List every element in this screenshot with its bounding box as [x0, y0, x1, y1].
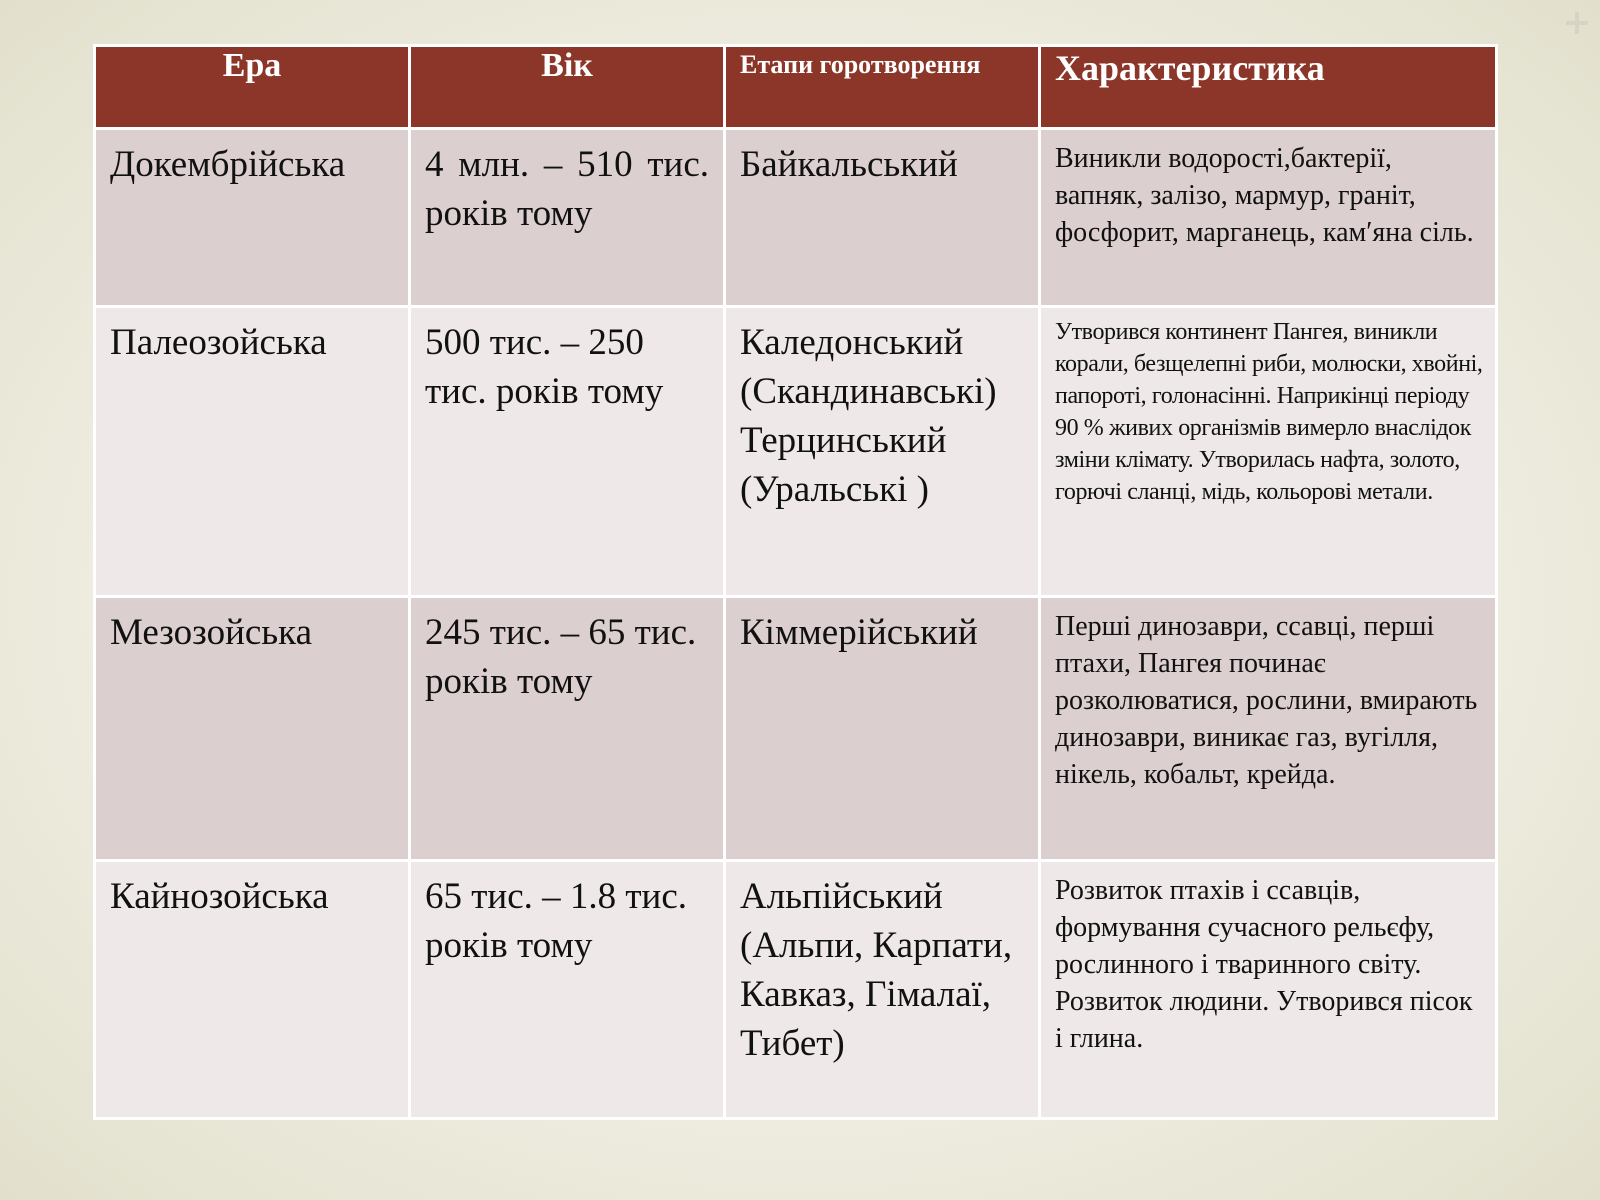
age-cell: 500 тис. – 250 тис. років тому [410, 307, 725, 597]
description-cell: Утворився континент Пангея, виникли корали, безщелепні риби, молюски, хвойні, папороті, голонасінні. Наприкінці періоду 90 % живих організмів вимерло внаслідок зміни клімату. Утворилась нафта, золото, горючі сланці, мідь, кольорові метали. [1040, 307, 1497, 597]
description-cell: Розвиток птахів і ссавців, формування сучасного рельєфу, рослинного і тваринного світу. Розвиток людини. Утворився пісок і глина. [1040, 861, 1497, 1119]
age-cell: 4 млн. – 510 тис. років тому [410, 129, 725, 307]
description-cell: Виникли водорості,бактерії, вапняк, залізо, мармур, граніт, фосфорит, марганець, кам′яна сіль. [1040, 129, 1497, 307]
header-era: Ера [95, 46, 410, 129]
table-row [95, 597, 1497, 861]
table-header-row [95, 46, 1497, 129]
age-cell: 65 тис. – 1.8 тис. років тому [410, 861, 725, 1119]
stage-cell: Альпійський (Альпи, Карпати, Кавказ, Гімалаї, Тибет) [725, 861, 1040, 1119]
stage-cell: Кіммерійський [725, 597, 1040, 861]
stage-cell: Байкальський [725, 129, 1040, 307]
era-cell: Докембрійська [95, 129, 410, 307]
header-age: Вік [410, 46, 725, 129]
slide-corner-mark [1566, 12, 1588, 34]
table-row [95, 307, 1497, 597]
era-cell: Палеозойська [95, 307, 410, 597]
era-cell: Кайнозойська [95, 861, 410, 1119]
stage-cell: Каледонський (Скандинавські) Терцинський (Уральські ) [725, 307, 1040, 597]
table-row [95, 861, 1497, 1119]
header-characteristics: Характеристика [1040, 46, 1497, 129]
description-cell: Перші динозаври, ссавці, перші птахи, Пангея починає розколюватися, рослини, вмирають динозаври, виникає газ, вугілля, нікель, кобальт, крейда. [1040, 597, 1497, 861]
header-stages: Етапи горотворення [725, 46, 1040, 129]
geologic-eras-table [93, 44, 1498, 1120]
era-cell: Мезозойська [95, 597, 410, 861]
age-cell: 245 тис. – 65 тис. років тому [410, 597, 725, 861]
table-row [95, 129, 1497, 307]
